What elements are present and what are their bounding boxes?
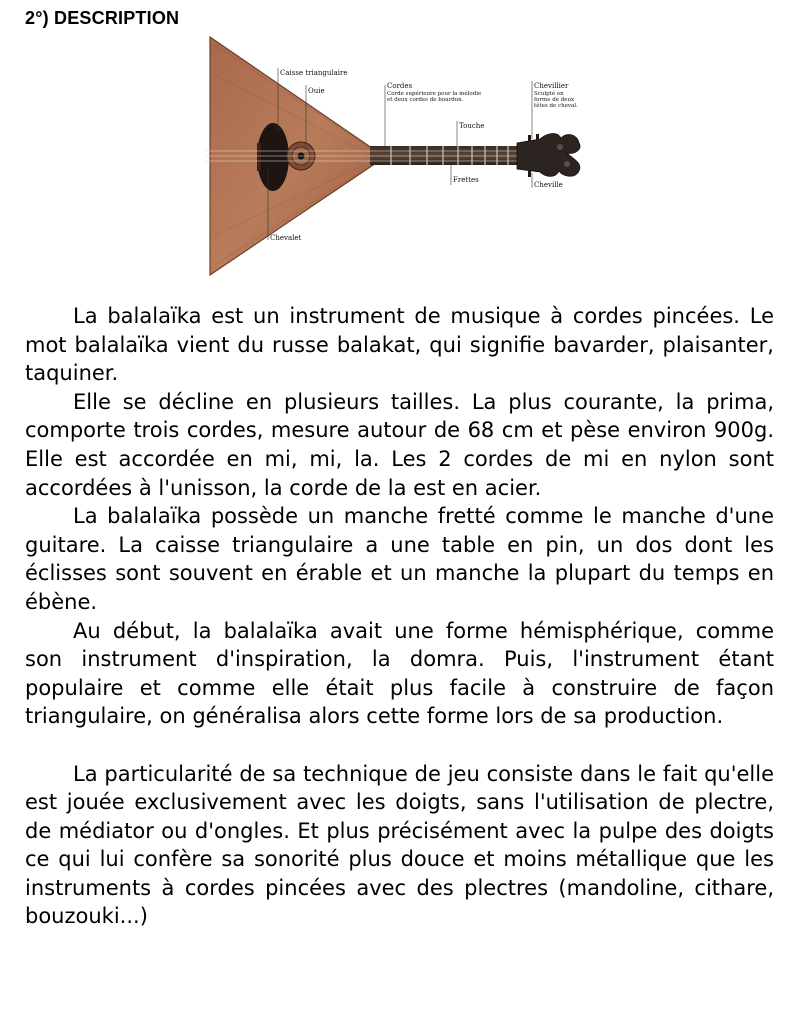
label-cheville: Cheville [534, 181, 563, 189]
pegbox [517, 134, 580, 177]
paragraph: Elle se décline en plusieurs tailles. La plus courante, la prima, comporte trois cordes, mesure autour de 68 cm et pèse environ 900g. Elle est accordée en mi, mi, la. Les 2 cordes de mi en nylon sont accordées à l'unisson, la corde de la est en acier. [25, 389, 774, 500]
label-chevalet: Chevalet [270, 234, 302, 242]
balalaika-diagram [195, 35, 615, 280]
label-cordes: Cordes [387, 82, 413, 90]
label-chevillier-desc2: forme de deux [534, 97, 575, 103]
body-text [25, 302, 774, 931]
label-cordes-desc1: Corde supérieure pour la mélodie [387, 91, 482, 97]
paragraph: La balalaïka possède un manche fretté comme le manche d'une guitare. La caisse triangulaire a une table en pin, un dos dont les éclisses sont souvent en érable et un manche la plupart du temps en ébène. [25, 504, 774, 614]
label-ouie: Ouie [308, 87, 325, 95]
paragraph: La balalaïka est un instrument de musique à cordes pincées. Le mot balalaïka vient du russe balakat, qui signifie bavarder, plaisanter, taquiner. [25, 304, 774, 386]
label-cordes-desc2: et deux cordes de bourdon. [387, 97, 464, 103]
label-chevillier-desc3: têtes de cheval. [534, 103, 578, 109]
paragraph: Au début, la balalaïka avait une forme hémisphérique, comme son instrument d'inspiration, la domra. Puis, l'instrument étant populaire et comme elle était plus facile à construire de façon triangulaire, on généralisa alors cette forme lors de sa production. [25, 618, 774, 729]
label-chevillier: Chevillier [534, 82, 569, 90]
label-chevillier-desc1: Sculpté en [534, 91, 564, 97]
label-frettes: Frettes [453, 176, 479, 184]
bridge [257, 143, 261, 171]
section-heading: 2°) DESCRIPTION [25, 8, 180, 28]
label-caisse: Caisse triangulaire [280, 69, 348, 77]
paragraph: La particularité de sa technique de jeu consiste dans le fait qu'elle est jouée exclusivement avec les doigts, sans l'utilisation de plectre, de médiator ou d'ongles. Et plus précisément avec la pulpe des doigts ce qui lui confère sa sonorité plus douce et moins métallique que les instruments à cordes pincées avec des plectres (mandoline, cithare, bouzouki...) [25, 761, 774, 929]
neck [370, 146, 518, 165]
soundboard-patch [257, 123, 289, 191]
label-touche: Touche [459, 122, 485, 130]
